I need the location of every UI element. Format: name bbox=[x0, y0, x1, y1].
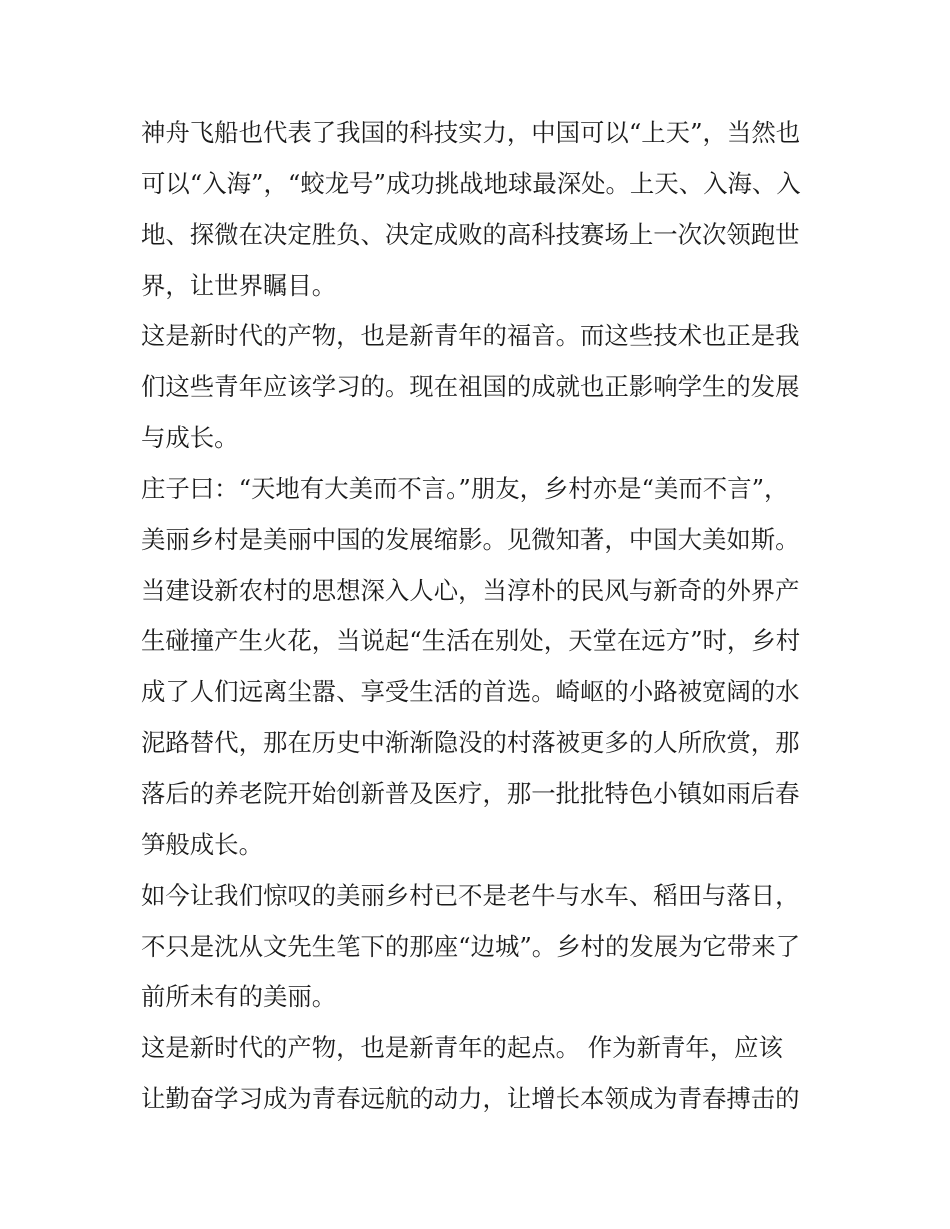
text-line: 落后的养老院开始创新普及医疗，那一批批特色小镇如雨后春 bbox=[141, 778, 800, 808]
text-line: 与成长。 bbox=[141, 423, 239, 453]
text-line: 让勤奋学习成为青春远航的动力，让增长本领成为青春搏击的 bbox=[141, 1084, 800, 1114]
text-line: 笋般成长。 bbox=[141, 829, 263, 859]
text-line: 如今让我们惊叹的美丽乡村已不是老牛与水车、稻田与落日， bbox=[141, 880, 800, 910]
text-line: 可以“入海”，“蛟龙号”成功挑战地球最深处。上天、入海、入 bbox=[141, 168, 801, 198]
text-line: 庄子曰：“天地有大美而不言。”朋友，乡村亦是“美而不言”， bbox=[141, 473, 789, 503]
text-line: 成了人们远离尘嚣、享受生活的首选。崎岖的小路被宽阔的水 bbox=[141, 677, 800, 707]
text-line: 生碰撞产生火花，当说起“生活在别处，天堂在远方”时，乡村 bbox=[141, 626, 801, 656]
text-line: 界，让世界瞩目。 bbox=[141, 270, 337, 300]
body-text bbox=[141, 108, 813, 1125]
text-line: 美丽乡村是美丽中国的发展缩影。见微知著，中国大美如斯。 bbox=[141, 524, 800, 554]
text-line: 地、探微在决定胜负、决定成败的高科技赛场上一次次领跑世 bbox=[141, 219, 800, 249]
text-line: 这是新时代的产物，也是新青年的起点。 作为新青年，应该 bbox=[141, 1033, 783, 1063]
text-line: 前所未有的美丽。 bbox=[141, 982, 337, 1012]
text-line: 不只是沈从文先生笔下的那座“边城”。乡村的发展为它带来了 bbox=[141, 931, 801, 961]
text-line: 泥路替代，那在历史中渐渐隐没的村落被更多的人所欣赏，那 bbox=[141, 728, 800, 758]
text-line: 们这些青年应该学习的。现在祖国的成就也正影响学生的发展 bbox=[141, 372, 800, 402]
text-line: 神舟飞船也代表了我国的科技实力，中国可以“上天”，当然也 bbox=[141, 118, 801, 147]
text-line: 当建设新农村的思想深入人心，当淳朴的民风与新奇的外界产 bbox=[141, 575, 800, 605]
text-line: 这是新时代的产物，也是新青年的福音。而这些技术也正是我 bbox=[141, 321, 800, 351]
